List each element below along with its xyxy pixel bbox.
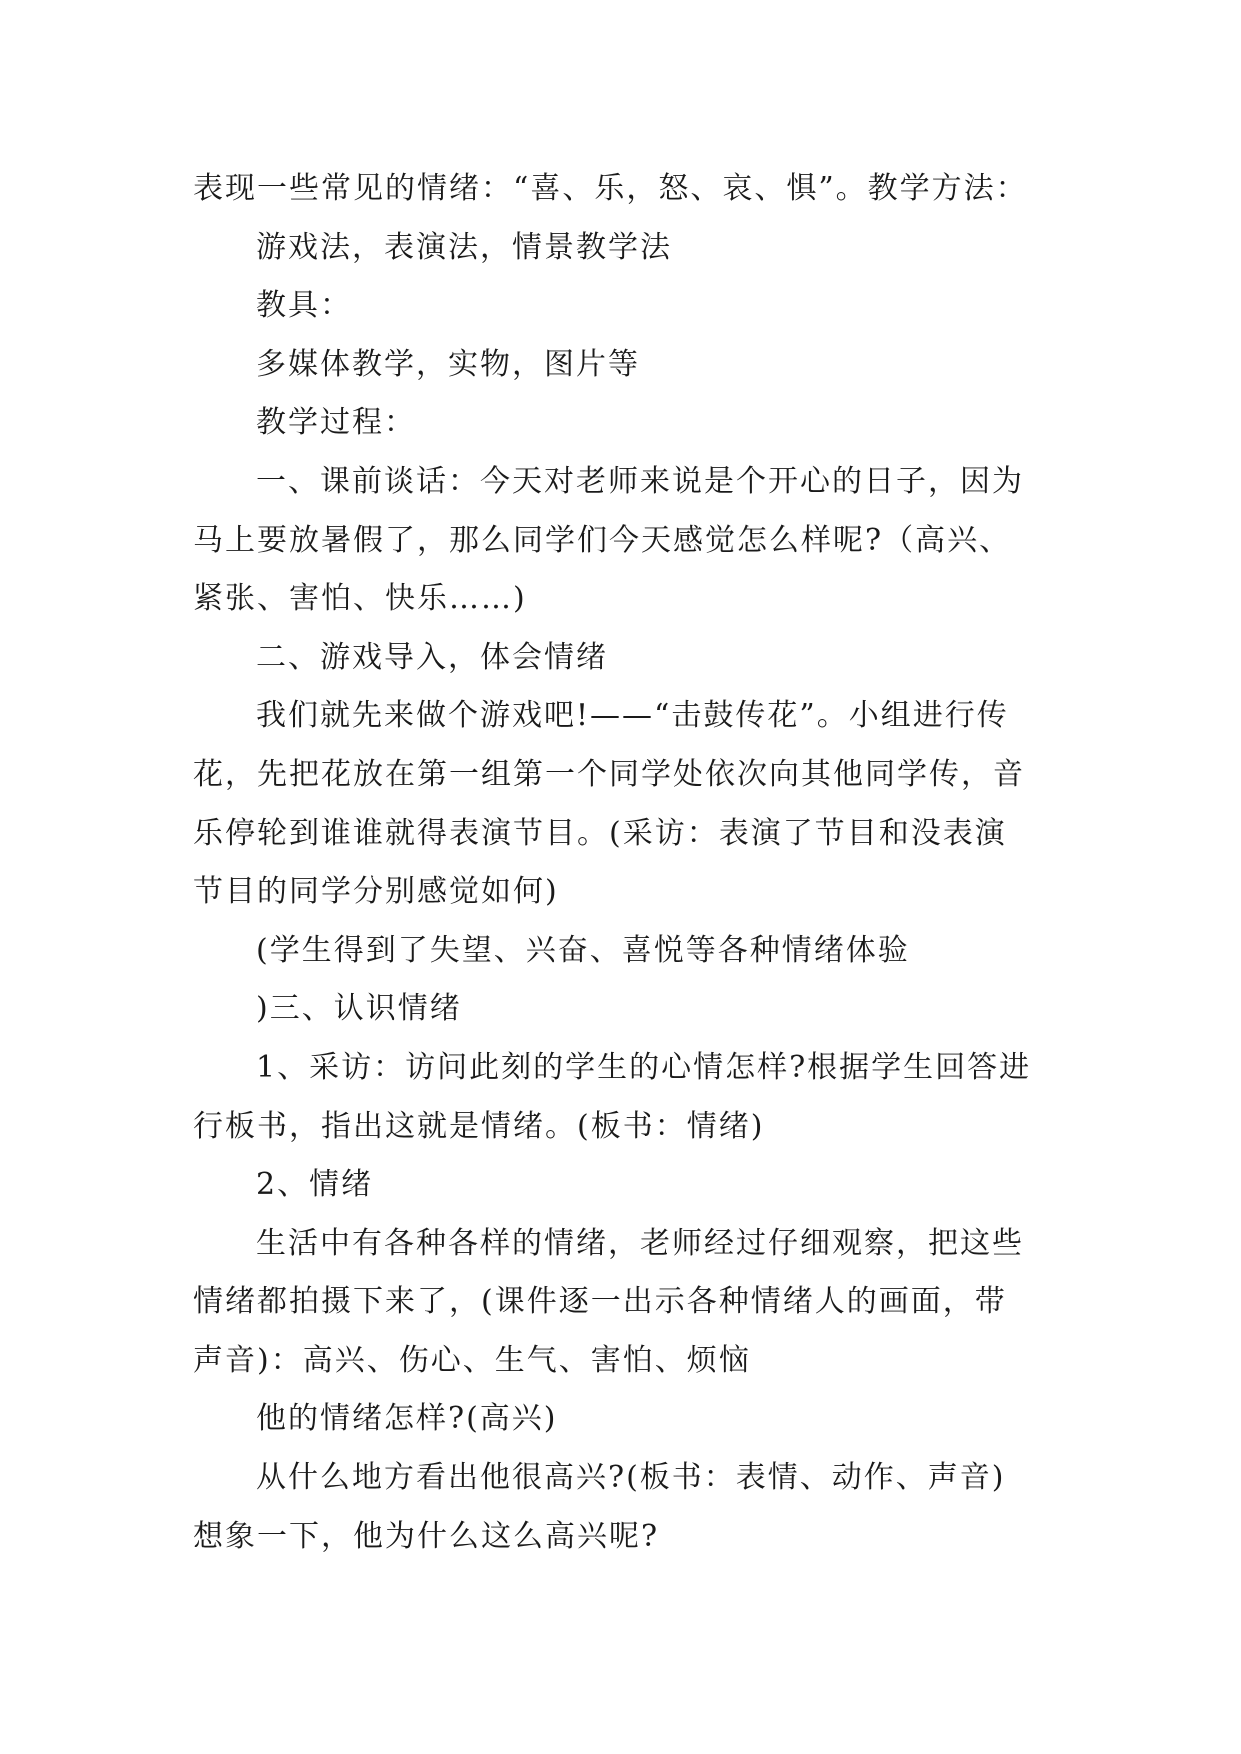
text-line: 节目的同学分别感觉如何) [193, 874, 559, 910]
text-line: 从什么地方看出他很高兴?(板书：表情、动作、声音) [256, 1460, 1006, 1496]
body-text [193, 160, 1057, 1566]
text-line: 他的情绪怎样?(高兴) [256, 1401, 558, 1437]
text-line: 我们就先来做个游戏吧!——“击鼓传花”。小组进行传 [256, 698, 1009, 734]
text-line: 多媒体教学，实物，图片等 [256, 346, 640, 382]
text-line: 生活中有各种各样的情绪，老师经过仔细观察，把这些 [256, 1225, 1024, 1261]
text-line: 2、情绪 [256, 1167, 374, 1203]
text-line: 紧张、害怕、快乐……) [193, 581, 527, 617]
text-line: 花，先把花放在第一组第一个同学处依次向其他同学传，音 [193, 756, 1025, 792]
text-line: 想象一下，他为什么这么高兴呢? [193, 1518, 660, 1554]
text-line: 一、课前谈话：今天对老师来说是个开心的日子，因为 [256, 463, 1024, 499]
text-line: 表现一些常见的情绪：“喜、乐，怒、哀、惧”。教学方法： [193, 171, 1028, 206]
text-line: 1、采访：访问此刻的学生的心情怎样?根据学生回答进 [256, 1049, 1032, 1085]
text-line: 乐停轮到谁谁就得表演节目。(采访：表演了节目和没表演 [193, 815, 1007, 851]
text-line: 二、游戏导入，体会情绪 [256, 639, 608, 675]
text-line: 声音)：高兴、伤心、生气、害怕、烦恼 [193, 1342, 751, 1378]
text-line: 行板书，指出这就是情绪。(板书：情绪) [193, 1108, 765, 1144]
text-line: 情绪都拍摄下来了，(课件逐一出示各种情绪人的画面，带 [193, 1284, 1007, 1320]
text-line: 游戏法，表演法，情景教学法 [256, 229, 672, 265]
text-line: )三、认识情绪 [256, 991, 462, 1027]
text-line: 马上要放暑假了，那么同学们今天感觉怎么样呢?（高兴、 [193, 522, 1012, 558]
text-line: 教具： [256, 288, 352, 324]
text-line: (学生得到了失望、兴奋、喜悦等各种情绪体验 [256, 932, 910, 968]
text-line: 教学过程： [256, 405, 416, 441]
